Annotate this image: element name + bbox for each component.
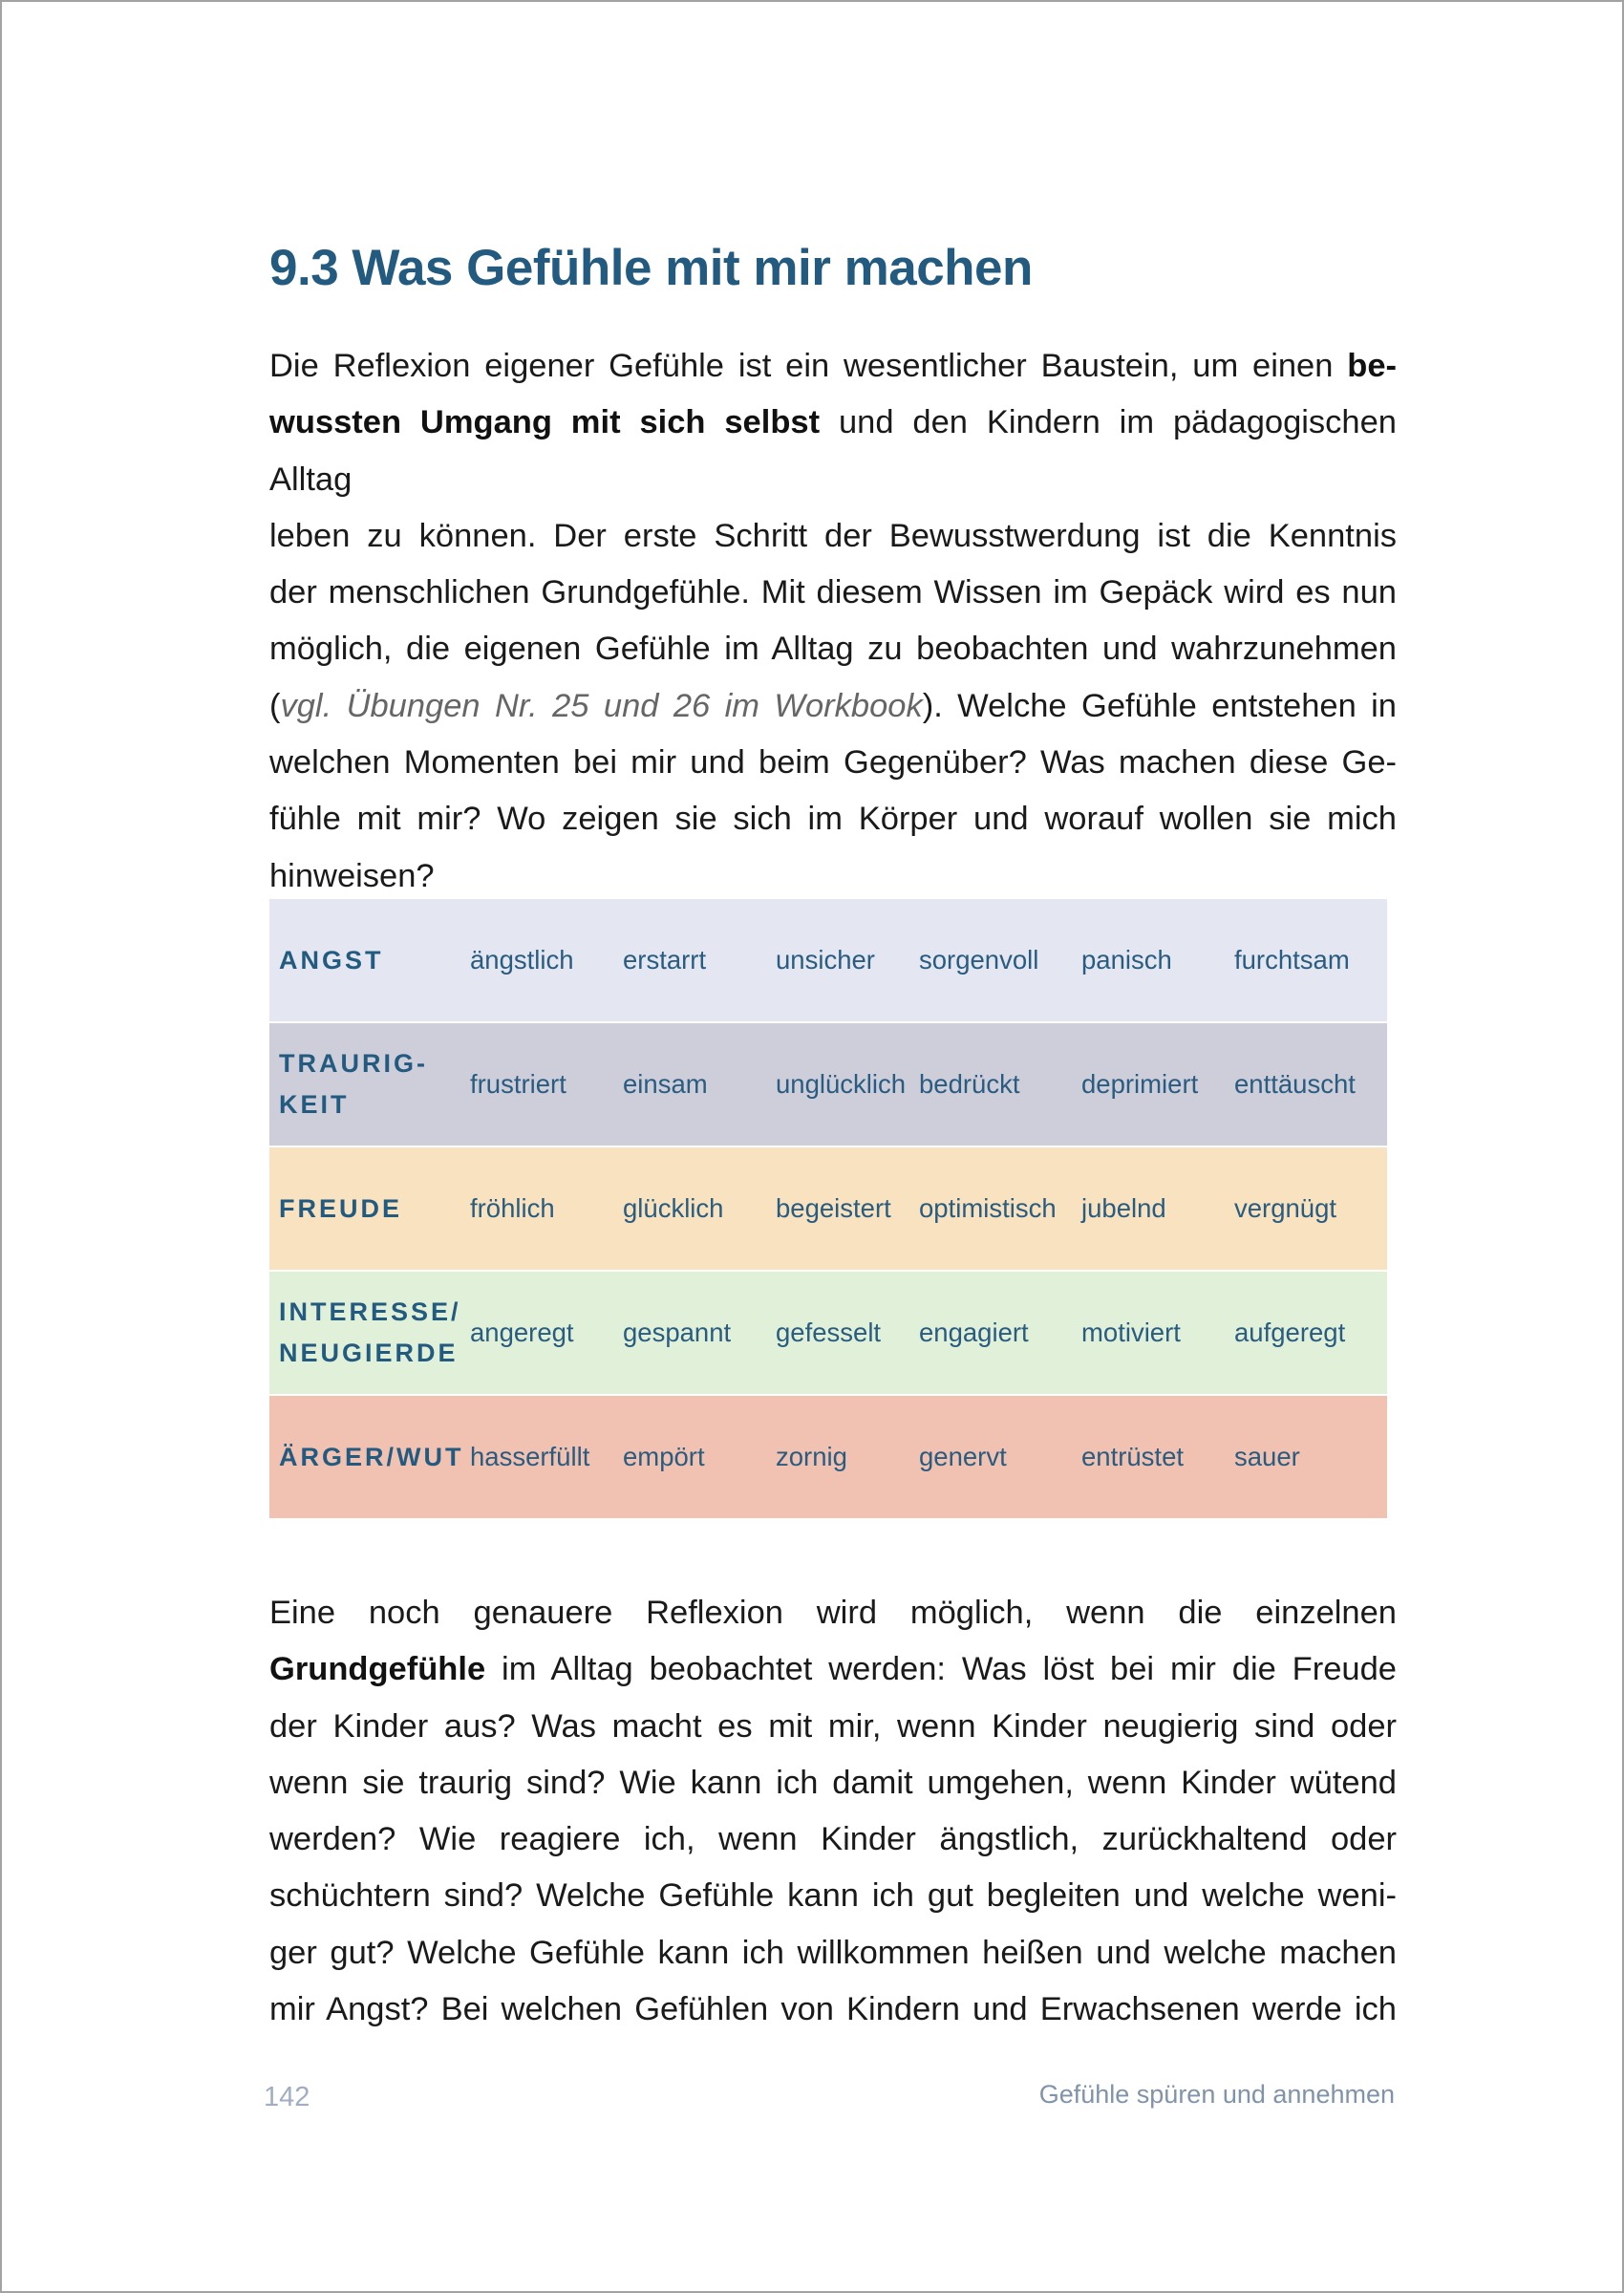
emotion-table (269, 899, 1387, 1520)
text-line: hinweisen? (269, 857, 435, 894)
text-line: Grundgefühle im Alltag beobachtet werden: Was löst bei mir die Freude (269, 1651, 1397, 1688)
category-label: TRAURIG- KEIT (279, 1049, 428, 1119)
category-label: FREUDE (279, 1193, 403, 1223)
intro-paragraph (269, 338, 1397, 905)
emotion-word: genervt (919, 1442, 1007, 1471)
emotion-word: deprimiert (1081, 1069, 1199, 1099)
running-footer-chapter-title: Gefühle spüren und annehmen (1038, 2080, 1395, 2109)
text-line: Eine noch genauere Reflexion wird möglich, wenn die einzelnen (269, 1595, 1397, 1631)
text-line: wenn sie traurig sind? Wie kann ich damit umgehen, wenn Kinder wütend (269, 1764, 1397, 1801)
emotion-word: panisch (1081, 945, 1172, 975)
bold-emphasis: Grundgefühle (269, 1651, 486, 1688)
emotion-word: sorgenvoll (919, 945, 1039, 975)
text-line: (vgl. Übungen Nr. 25 und 26 im Workbook). Welche Gefühle entstehen in (269, 687, 1397, 724)
emotion-word: frustriert (470, 1069, 566, 1099)
bold-emphasis: be- (1347, 348, 1397, 384)
category-label: INTERESSE/ NEUGIERDE (279, 1297, 461, 1367)
text-line: ger gut? Welche Gefühle kann ich willkommen heißen und welche machen (269, 1934, 1397, 1971)
page-number: 142 (264, 2082, 310, 2112)
emotion-word: empört (623, 1442, 705, 1471)
emotion-word: sauer (1234, 1442, 1300, 1471)
emotion-word: motiviert (1081, 1318, 1181, 1347)
workbook-reference: vgl. Übungen Nr. 25 und 26 im Workbook (280, 687, 923, 724)
emotion-word: angeregt (470, 1318, 574, 1347)
text-line: welchen Momenten bei mir und beim Gegenüber? Was machen diese Ge- (269, 744, 1397, 782)
emotion-word: gefesselt (776, 1318, 882, 1347)
emotion-word: fröhlich (470, 1193, 555, 1223)
category-label: ANGST (279, 945, 384, 975)
emotion-word: unglücklich (776, 1069, 907, 1099)
emotion-word: glücklich (623, 1193, 724, 1223)
emotion-word: vergnügt (1234, 1193, 1337, 1223)
table-row-interesse-neugierde (269, 1272, 1387, 1394)
emotion-word: optimistisch (919, 1193, 1057, 1223)
bold-emphasis: wussten Umgang mit sich selbst (269, 404, 821, 441)
emotion-word: einsam (623, 1069, 708, 1099)
section-heading: 9.3 Was Gefühle mit mir machen (269, 240, 1033, 296)
emotion-word: begeistert (776, 1193, 891, 1223)
text-line: werden? Wie reagiere ich, wenn Kinder ängstlich, zurückhaltend oder (269, 1821, 1397, 1858)
emotion-word: zornig (776, 1442, 847, 1471)
text-line: mir Angst? Bei welchen Gefühlen von Kindern und Erwachsenen werde ich (269, 1991, 1397, 2028)
text-line: möglich, die eigenen Gefühle im Alltag zu beobachten und wahrzunehmen (269, 631, 1397, 668)
emotion-word: engagiert (919, 1318, 1029, 1347)
table-row-traurigkeit (269, 1023, 1387, 1146)
text-line: wussten Umgang mit sich selbst und den Kindern im pädagogischen Alltag (269, 404, 1397, 498)
emotion-word: enttäuscht (1234, 1069, 1356, 1099)
table-row-angst (269, 899, 1387, 1021)
table-row-aerger-wut (269, 1396, 1387, 1518)
emotion-word: unsicher (776, 945, 875, 975)
reflection-paragraph (269, 1585, 1397, 2038)
emotion-word: jubelnd (1081, 1193, 1166, 1223)
text-line: fühle mit mir? Wo zeigen sie sich im Körper und worauf wollen sie mich (269, 801, 1397, 838)
category-label: ÄRGER/WUT (279, 1442, 464, 1471)
emotion-word: entrüstet (1081, 1442, 1185, 1471)
text-line: der menschlichen Grundgefühle. Mit diesem Wissen im Gepäck wird es nun (269, 574, 1397, 611)
table-row-freude (269, 1147, 1387, 1270)
text-line: Die Reflexion eigener Gefühle ist ein wesentlicher Baustein, um einen be- (269, 348, 1397, 384)
text-line: leben zu können. Der erste Schritt der Bewusstwerdung ist die Kenntnis (269, 517, 1397, 554)
text-line: schüchtern sind? Welche Gefühle kann ich gut begleiten und welche weni- (269, 1877, 1397, 1915)
emotion-word: aufgeregt (1234, 1318, 1346, 1347)
emotion-word: furchtsam (1234, 945, 1350, 975)
emotion-word: ängstlich (470, 945, 574, 975)
emotion-word: gespannt (623, 1318, 732, 1347)
text-line: der Kinder aus? Was macht es mit mir, wenn Kinder neugierig sind oder (269, 1707, 1397, 1745)
emotion-word: erstarrt (623, 945, 707, 975)
emotion-word: hasserfüllt (470, 1442, 590, 1471)
emotion-word: bedrückt (919, 1069, 1020, 1099)
